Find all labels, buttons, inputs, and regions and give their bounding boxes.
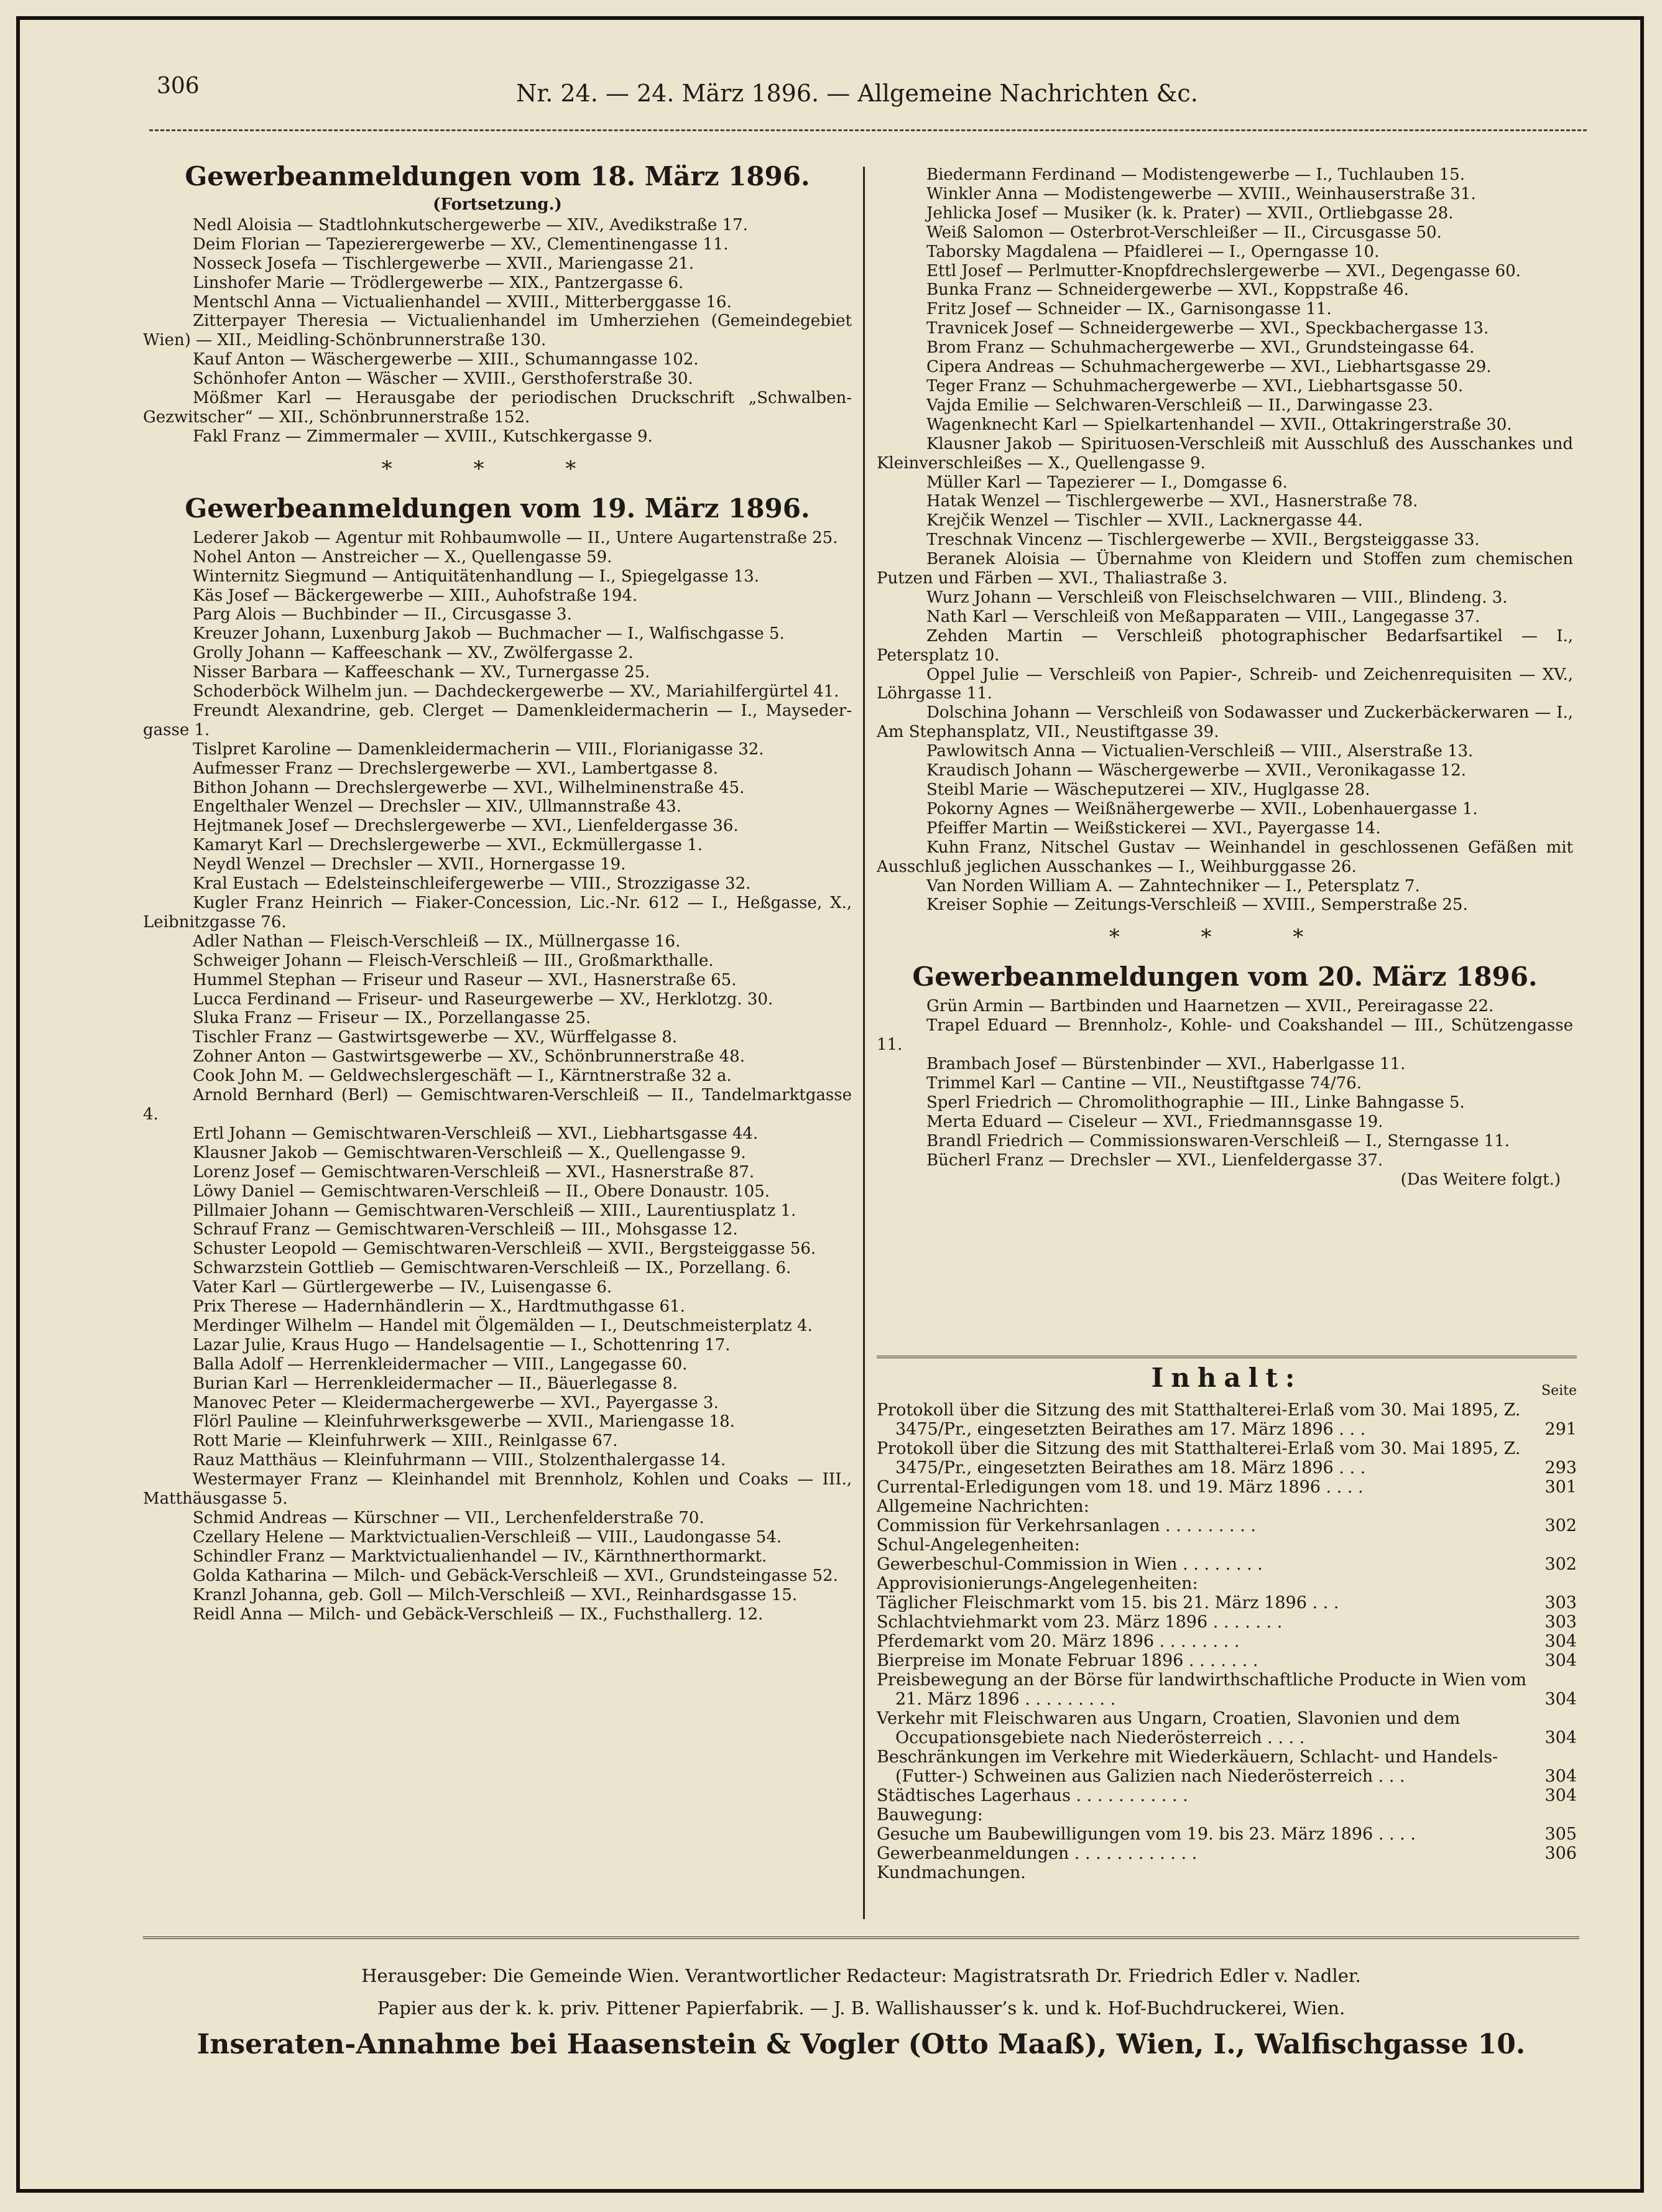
list-item: Balla Adolf — Herrenkleidermacher — VIII., Langegasse 60.	[193, 1354, 688, 1374]
list-item: Pillmaier Johann — Gemischtwaren-Verschleiß — XIII., Laurentiusplatz 1.	[193, 1201, 796, 1220]
contents-item-page: 302	[1544, 1516, 1577, 1535]
list-item: Lederer Jakob — Agentur mit Rohbaumwolle — II., Untere Augartenstraße 25.	[193, 528, 838, 547]
contents-item-text: Täglicher Fleischmarkt vom 15. bis 21. März 1896 . . .	[877, 1593, 1339, 1613]
list-item: Nosseck Josefa — Tischlergewerbe — XVII., Mariengasse 21.	[193, 254, 695, 273]
list-item: Kranzl Johanna, geb. Goll — Milch-Verschleiß — XVI., Reinhardsgasse 15.	[193, 1585, 798, 1604]
contents-item-text: Pferdemarkt vom 20. März 1896 . . . . . . . .	[877, 1632, 1240, 1651]
imprint-publisher: Herausgeber: Die Gemeinde Wien. Verantwortlicher Redacteur: Magistratsrath Dr. Friedrich Edler v. Nadler.	[361, 1965, 1361, 1986]
list-item: Flörl Pauline — Kleinfuhrwerksgewerbe — XVII., Mariengasse 18.	[193, 1412, 735, 1432]
list-item: Brandl Friedrich — Commissionswaren-Verschleiß — I., Sterngasse 11.	[926, 1131, 1510, 1150]
running-head: Nr. 24. — 24. März 1896. — Allgemeine Nachrichten &c.	[516, 80, 1198, 107]
contents-item	[877, 1805, 1577, 1825]
contents-item-text: Allgemeine Nachrichten:	[877, 1497, 1089, 1516]
list-item: Krejčik Wenzel — Tischler — XVII., Lacknergasse 44.	[926, 511, 1363, 530]
list-item: Sperl Friedrich — Chromolithographie — III., Linke Bahngasse 5.	[926, 1093, 1465, 1112]
contents-item-text: Commission für Verkehrsanlagen . . . . . . . . .	[877, 1516, 1256, 1535]
list-item: Hummel Stephan — Friseur und Raseur — XVI., Hasnerstraße 65.	[193, 970, 737, 989]
list-item: Cipera Andreas — Schuhmachergewerbe — XVI., Liebhartsgasse 29.	[926, 358, 1492, 377]
list-item: Grün Armin — Bartbinden und Haarnetzen — XVII., Pereiragasse 22.	[926, 997, 1494, 1016]
list-item: Pokorny Agnes — Weißnähergewerbe — XVII., Lobenhauergasse 1.	[926, 799, 1478, 818]
contents-item-text: Schul-Angelegenheiten:	[877, 1535, 1080, 1555]
section-heading-19-march: Gewerbeanmeldungen vom 19. März 1896.	[185, 493, 810, 524]
contents-item-text: Bierpreise im Monate Februar 1896 . . . . . . .	[877, 1651, 1258, 1670]
section-heading-20-march: Gewerbeanmeldungen vom 20. März 1896.	[912, 961, 1538, 993]
list-item: Klausner Jakob — Gemischtwaren-Verschleiß — X., Quellengasse 9.	[193, 1143, 746, 1162]
list-item: Löwy Daniel — Gemischtwaren-Verschleiß — II., Obere Donaustr. 105.	[193, 1182, 770, 1201]
list-item: Biedermann Ferdinand — Modistengewerbe — I., Tuchlauben 15.	[926, 165, 1465, 184]
list-item: Treschnak Vincenz — Tischlergewerbe — XVII., Bergsteiggasse 33.	[926, 530, 1480, 550]
list-item: Trimmel Karl — Cantine — VII., Neustiftgasse 74/76.	[926, 1073, 1362, 1093]
list-item: Kuhn Franz, Nitschel Gustav — Weinhandel in geschlossenen Gefäßen mit Ausschluß jeglichen Ausschankes — I., Weihburggasse 26.	[877, 838, 1573, 876]
list-item: Wagenknecht Karl — Spielkartenhandel — XVII., Ottakringerstraße 30.	[926, 415, 1512, 434]
list-item: Weiß Salomon — Osterbrot-Verschleißer — II., Circusgasse 50.	[926, 223, 1442, 242]
contents-item	[877, 1747, 1577, 1786]
list-item: Merdinger Wilhelm — Handel mit Ölgemälden — I., Deutschmeisterplatz 4.	[193, 1316, 813, 1335]
list-item: Tischler Franz — Gastwirtsgewerbe — XV., Würffelgasse 8.	[193, 1028, 677, 1047]
contents-item-page: 302	[1544, 1555, 1577, 1574]
contents-item-text: Preisbewegung an der Börse für landwirthschaftliche Producte in Wien vom 21. März 1896 . . . . . . . . .	[877, 1670, 1526, 1709]
separator-stars: * * *	[381, 456, 614, 481]
contents-item-page: 304	[1544, 1728, 1577, 1747]
contents-item-page: 301	[1544, 1478, 1577, 1497]
list-item: Mößmer Karl — Herausgabe der periodischen Druckschrift „Schwalben-Gezwitscher“ — XII., Schönbrunnerstraße 152.	[143, 389, 852, 427]
list-item: Travnicek Josef — Schneidergewerbe — XVI., Speckbachergasse 13.	[926, 319, 1489, 338]
contents-item-text: Currental-Erledigungen vom 18. und 19. März 1896 . . . .	[877, 1478, 1364, 1497]
list-item: Grolly Johann — Kaffeeschank — XV., Zwölfergasse 2.	[193, 644, 634, 663]
list-item: Manovec Peter — Kleidermachergewerbe — XVI., Payergasse 3.	[193, 1393, 719, 1412]
contents-list	[877, 1400, 1577, 1882]
contents-item-page: 304	[1544, 1786, 1577, 1805]
contents-item-page: 305	[1544, 1825, 1577, 1844]
list-item: Wurz Johann — Verschleiß von Fleischselchwaren — VIII., Blindeng. 3.	[926, 588, 1508, 607]
list-item: Aufmesser Franz — Drechslergewerbe — XVI., Lambertgasse 8.	[193, 759, 718, 778]
list-item: Kral Eustach — Edelsteinschleifergewerbe — VIII., Strozzigasse 32.	[193, 874, 751, 894]
list-item: Brambach Josef — Bürstenbinder — XVI., Haberlgasse 11.	[926, 1055, 1406, 1074]
list-item: Ertl Johann — Gemischtwaren-Verschleiß — XVI., Liebhartsgasse 44.	[193, 1124, 759, 1143]
header-rule	[149, 129, 1587, 131]
entries-19-march-continued	[877, 165, 1573, 915]
list-item: Parg Alois — Buchbinder — II., Circusgasse 3.	[193, 605, 572, 624]
list-item: Cook John M. — Geldwechslergeschäft — I., Kärntnerstraße 32 a.	[193, 1067, 732, 1086]
list-item: Schwarzstein Gottlieb — Gemischtwaren-Verschleiß — IX., Porzellang. 6.	[193, 1259, 792, 1278]
contents-item	[877, 1670, 1577, 1709]
list-item: Kreuzer Johann, Luxenburg Jakob — Buchmacher — I., Walfischgasse 5.	[193, 624, 785, 644]
contents-item	[877, 1555, 1577, 1574]
contents-item-text: Gewerbeanmeldungen . . . . . . . . . . . .	[877, 1844, 1198, 1863]
list-item: Reidl Anna — Milch- und Gebäck-Verschleiß — IX., Fuchsthallerg. 12.	[193, 1604, 764, 1624]
contents-item	[877, 1709, 1577, 1747]
list-item: Sluka Franz — Friseur — IX., Porzellangasse 25.	[193, 1009, 591, 1028]
contents-item	[877, 1613, 1577, 1632]
imprint-advertising: Inseraten-Annahme bei Haasenstein & Vogler (Otto Maaß), Wien, I., Walfischgasse 10.	[196, 2029, 1526, 2060]
list-item: Nohel Anton — Anstreicher — X., Quellengasse 59.	[193, 547, 612, 567]
contents-item-page: 304	[1544, 1632, 1577, 1651]
list-item: Steibl Marie — Wäscheputzerei — XIV., Huglgasse 28.	[926, 780, 1370, 799]
list-item: Winternitz Siegmund — Antiquitätenhandlung — I., Spiegelgasse 13.	[193, 567, 760, 586]
contents-item-text: Gesuche um Baubewilligungen vom 19. bis 23. März 1896 . . . .	[877, 1825, 1416, 1844]
contents-item	[877, 1516, 1577, 1535]
left-column	[143, 160, 852, 1624]
contents-item-page: 304	[1544, 1651, 1577, 1670]
right-column	[877, 165, 1573, 1189]
list-item: Hatak Wenzel — Tischlergewerbe — XVI., Hasnerstraße 78.	[926, 492, 1418, 511]
list-item: Engelthaler Wenzel — Drechsler — XIV., Ullmannstraße 43.	[193, 797, 681, 817]
contents-item-page: 303	[1544, 1613, 1577, 1632]
contents-item-page: 304	[1544, 1767, 1577, 1786]
list-item: Prix Therese — Hadernhändlerin — X., Hardtmuthgasse 61.	[193, 1297, 685, 1317]
list-item: Pawlowitsch Anna — Victualien-Verschleiß — VIII., Alserstraße 13.	[926, 742, 1474, 761]
separator-stars-right: * * *	[1109, 925, 1341, 950]
list-item: Müller Karl — Tapezierer — I., Domgasse 6.	[926, 473, 1288, 492]
footer-rule	[143, 1937, 1579, 1939]
list-item: Bunka Franz — Schneidergewerbe — XVI., Koppstraße 46.	[926, 280, 1409, 300]
list-item: Pfeiffer Martin — Weißstickerei — XVI., Payergasse 14.	[926, 818, 1381, 838]
contents-page-label: Seite	[1541, 1383, 1577, 1399]
contents-item	[877, 1844, 1577, 1863]
section-heading-18-march: Gewerbeanmeldungen vom 18. März 1896.	[185, 161, 810, 192]
list-item: Lucca Ferdinand — Friseur- und Raseurgewerbe — XV., Herklotzg. 30.	[193, 989, 773, 1009]
contents-item	[877, 1400, 1577, 1439]
contents-title: Inhalt:	[1151, 1363, 1303, 1393]
contents-item	[877, 1825, 1577, 1844]
list-item: Vajda Emilie — Selchwaren-Verschleiß — II., Darwingasse 23.	[926, 396, 1433, 415]
continuation-note: (Fortsetzung.)	[433, 195, 562, 214]
contents-item	[877, 1497, 1577, 1516]
list-item: Kugler Franz Heinrich — Fiaker-Concession, Lic.-Nr. 612 — I., Heßgasse, X., Leibnitzgasse 76.	[143, 894, 852, 932]
list-item: Nedl Aloisia — Stadtlohnkutschergewerbe — XIV., Avedikstraße 17.	[193, 215, 748, 234]
entries-20-march	[877, 997, 1573, 1170]
contents-item	[877, 1574, 1577, 1593]
list-item: Kraudisch Johann — Wäschergewerbe — XVII., Veronikagasse 12.	[926, 761, 1467, 780]
table-of-contents	[877, 1356, 1577, 1882]
entries-19-march	[143, 529, 852, 1624]
list-item: Kreiser Sophie — Zeitungs-Verschleiß — XVIII., Semperstraße 25.	[926, 895, 1468, 915]
list-item: Schrauf Franz — Gemischtwaren-Verschleiß — III., Mohsgasse 12.	[193, 1220, 738, 1239]
list-item: Mentschl Anna — Victualienhandel — XVIII., Mitterberggasse 16.	[193, 292, 732, 312]
list-item: Van Norden William A. — Zahntechniker — I., Petersplatz 7.	[926, 876, 1420, 895]
list-item: Czellary Helene — Marktvictualien-Verschleiß — VIII., Laudongasse 54.	[193, 1527, 782, 1547]
contents-item	[877, 1478, 1577, 1497]
list-item: Schönhofer Anton — Wäscher — XVIII., Gersthoferstraße 30.	[193, 369, 693, 389]
contents-item-text: Kundmachungen.	[877, 1863, 1026, 1882]
imprint-printer: Papier aus der k. k. priv. Pittener Papierfabrik. — J. B. Wallishausser’s k. und k. Hof-Buchdruckerei, Wien.	[377, 1997, 1346, 2019]
contents-item-text: Protokoll über die Sitzung des mit Statthalterei-Erlaß vom 30. Mai 1895, Z. 3475/Pr., eingesetzten Beirathes am 18. März 1896 . . .	[877, 1439, 1521, 1478]
contents-item-page: 306	[1544, 1844, 1577, 1863]
list-item: Oppel Julie — Verschleiß von Papier-, Schreib- und Zeichenrequisiten — XV., Löhrgasse 11.	[877, 665, 1573, 703]
contents-item-page: 291	[1544, 1420, 1577, 1439]
list-item: Kauf Anton — Wäschergewerbe — XIII., Schumanngasse 102.	[193, 350, 699, 369]
list-item: Nath Karl — Verschleiß von Meßapparaten — VIII., Langegasse 37.	[926, 607, 1480, 626]
column-divider	[863, 167, 865, 1919]
list-item: Ettl Josef — Perlmutter-Knopfdrechslergewerbe — XVI., Degengasse 60.	[926, 261, 1521, 280]
contents-item	[877, 1593, 1577, 1613]
contents-item-text: Gewerbeschul-Commission in Wien . . . . . . . .	[877, 1555, 1263, 1574]
contents-item-text: Approvisionierungs-Angelegenheiten:	[877, 1574, 1198, 1593]
list-item: Dolschina Johann — Verschleiß von Sodawasser und Zuckerbäckerwaren — I., Am Stephansplatz, VII., Neustiftgasse 39.	[877, 703, 1573, 742]
list-item: Neydl Wenzel — Drechsler — XVII., Hornergasse 19.	[193, 855, 626, 874]
list-item: Fritz Josef — Schneider — IX., Garnisongasse 11.	[926, 300, 1332, 319]
list-item: Taborsky Magdalena — Pfaidlerei — I., Operngasse 10.	[926, 242, 1380, 261]
list-item: Bücherl Franz — Drechsler — XVI., Lienfeldergasse 37.	[926, 1150, 1383, 1170]
list-item: Zohner Anton — Gastwirtsgewerbe — XV., Schönbrunnerstraße 48.	[193, 1047, 745, 1067]
contents-item	[877, 1786, 1577, 1805]
list-item: Beranek Aloisia — Übernahme von Kleidern und Stoffen zum chemischen Putzen und Färben — XVI., Thaliastraße 3.	[877, 550, 1573, 588]
list-item: Zitterpayer Theresia — Victualienhandel im Umherziehen (Gemeindegebiet Wien) — XII., Meidling-Schönbrunnerstraße 130.	[143, 312, 852, 350]
list-item: Westermayer Franz — Kleinhandel mit Brennholz, Kohlen und Coaks — III., Matthäusgasse 5.	[143, 1470, 852, 1509]
list-item: Rott Marie — Kleinfuhrwerk — XIII., Reinlgasse 67.	[193, 1432, 618, 1451]
contents-item	[877, 1651, 1577, 1670]
list-item: Schindler Franz — Marktvictualienhandel — IV., Kärnthnerthormarkt.	[193, 1547, 767, 1566]
contents-item-page: 304	[1544, 1690, 1577, 1709]
contents-item-text: Bauwegung:	[877, 1805, 983, 1825]
list-item: Schmid Andreas — Kürschner — VII., Lerchenfelderstraße 70.	[193, 1509, 704, 1527]
contents-item-text: Städtisches Lagerhaus . . . . . . . . . . .	[877, 1786, 1188, 1805]
continued-note: (Das Weitere folgt.)	[1400, 1170, 1561, 1189]
contents-item	[877, 1439, 1577, 1478]
contents-item	[877, 1863, 1577, 1882]
list-item: Jehlicka Josef — Musiker (k. k. Prater) — XVII., Ortliebgasse 28.	[926, 203, 1454, 223]
list-item: Schuster Leopold — Gemischtwaren-Verschleiß — XVII., Bergsteiggasse 56.	[193, 1239, 816, 1259]
list-item: Freundt Alexandrine, geb. Clerget — Damenkleidermacherin — I., Maysedergasse 1.	[143, 701, 852, 739]
list-item: Schweiger Johann — Fleisch-Verschleiß — III., Großmarkthalle.	[193, 951, 714, 970]
contents-item	[877, 1632, 1577, 1651]
list-item: Tislpret Karoline — Damenkleidermacherin — VIII., Florianigasse 32.	[193, 739, 764, 759]
list-item: Golda Katharina — Milch- und Gebäck-Verschleiß — XVI., Grundsteingasse 52.	[193, 1566, 838, 1585]
contents-top-rule	[877, 1356, 1577, 1358]
list-item: Linshofer Marie — Trödlergewerbe — XIX., Pantzergasse 6.	[193, 273, 684, 292]
contents-item-page: 303	[1544, 1593, 1577, 1613]
list-item: Deim Florian — Tapezierergewerbe — XV., Clementinengasse 11.	[193, 234, 729, 254]
contents-item-text: Beschränkungen im Verkehre mit Wiederkäuern, Schlacht- und Handels- (Futter-) Schweinen aus Galizien nach Niederösterreich . . .	[877, 1747, 1498, 1786]
entries-18-march	[143, 216, 852, 447]
list-item: Rauz Matthäus — Kleinfuhrmann — VIII., Stolzenthalergasse 14.	[193, 1451, 726, 1470]
list-item: Kamaryt Karl — Drechslergewerbe — XVI., Eckmüllergasse 1.	[193, 836, 703, 855]
contents-item-text: Schlachtviehmarkt vom 23. März 1896 . . . . . . .	[877, 1613, 1283, 1632]
list-item: Nisser Barbara — Kaffeeschank — XV., Turnergasse 25.	[193, 663, 650, 682]
list-item: Arnold Bernhard (Berl) — Gemischtwaren-Verschleiß — II., Tandelmarktgasse 4.	[143, 1086, 852, 1124]
list-item: Zehden Martin — Verschleiß photographischer Bedarfsartikel — I., Petersplatz 10.	[877, 626, 1573, 665]
list-item: Brom Franz — Schuhmachergewerbe — XVI., Grundsteingasse 64.	[926, 338, 1475, 358]
list-item: Burian Karl — Herrenkleidermacher — II., Bäuerlegasse 8.	[193, 1374, 678, 1393]
contents-item	[877, 1535, 1577, 1555]
list-item: Hejtmanek Josef — Drechslergewerbe — XVI., Lienfeldergasse 36.	[193, 817, 739, 836]
list-item: Bithon Johann — Drechslergewerbe — XVI., Wilhelminenstraße 45.	[193, 778, 745, 797]
list-item: Vater Karl — Gürtlergewerbe — IV., Luisengasse 6.	[193, 1278, 612, 1297]
contents-item-page: 293	[1544, 1458, 1577, 1478]
list-item: Fakl Franz — Zimmermaler — XVIII., Kutschkergasse 9.	[193, 427, 653, 446]
list-item: Klausner Jakob — Spirituosen-Verschleiß mit Ausschluß des Ausschankes und Kleinverschleißes — X., Quellengasse 9.	[877, 434, 1573, 473]
list-item: Schoderböck Wilhelm jun. — Dachdeckergewerbe — XV., Mariahilfergürtel 41.	[193, 682, 839, 701]
list-item: Käs Josef — Bäckergewerbe — XIII., Auhofstraße 194.	[193, 586, 638, 605]
contents-item-text: Verkehr mit Fleischwaren aus Ungarn, Croatien, Slavonien und dem Occupationsgebiete nach Niederösterreich . . . .	[877, 1709, 1461, 1747]
list-item: Adler Nathan — Fleisch-Verschleiß — IX., Müllnergasse 16.	[193, 932, 681, 951]
list-item: Lazar Julie, Kraus Hugo — Handelsagentie — I., Schottenring 17.	[193, 1335, 731, 1354]
list-item: Merta Eduard — Ciseleur — XVI., Friedmannsgasse 19.	[926, 1112, 1383, 1131]
list-item: Trapel Eduard — Brennholz-, Kohle- und Coakshandel — III., Schützengasse 11.	[877, 1016, 1573, 1055]
list-item: Teger Franz — Schuhmachergewerbe — XVI., Liebhartsgasse 50.	[926, 376, 1464, 396]
list-item: Lorenz Josef — Gemischtwaren-Verschleiß — XVI., Hasnerstraße 87.	[193, 1162, 755, 1182]
page-number: 306	[157, 73, 200, 99]
contents-item-text: Protokoll über die Sitzung des mit Statthalterei-Erlaß vom 30. Mai 1895, Z. 3475/Pr., eingesetzten Beirathes am 17. März 1896 . . .	[877, 1400, 1521, 1439]
list-item: Winkler Anna — Modistengewerbe — XVIII., Weinhauserstraße 31.	[926, 184, 1476, 203]
